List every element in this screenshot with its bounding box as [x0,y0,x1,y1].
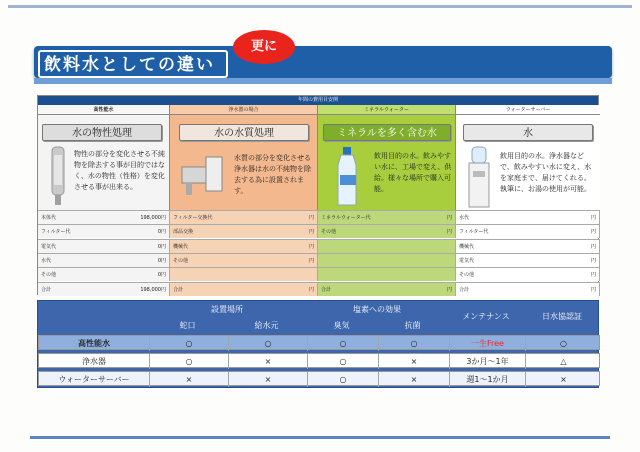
cost-item-value: 円 [590,243,596,250]
row-value: △ [525,354,601,369]
column-description: 飲用目的の水。飲みやすい水に、工場で変え、供給。様々な場所で購入可能。 [374,152,452,193]
cost-item-label: フィルター交換代 [173,215,213,221]
row-value: ○ [525,336,601,351]
cost-cell [456,210,600,224]
cost-cell [170,224,318,238]
cost-item-value: 円 [446,215,452,221]
cost-item-label: フィルター代 [459,229,489,236]
cost-item-label: 合計 [173,286,184,293]
cost-cell [170,253,318,267]
cost-cell [38,253,170,267]
cost-item-value: 0円 [157,272,166,279]
column-label: 水の物性処理 [42,124,162,141]
water-bottle-icon [330,145,366,209]
row-value: ○ [149,354,228,369]
cost-item-value: 円 [308,243,314,250]
row-value: × [378,372,449,387]
row-value: ○ [307,336,378,351]
column-header: 浄水器の場合 [170,105,317,115]
cost-cell [456,253,600,267]
comparison-row [38,371,600,386]
cost-item-label: 水代 [41,257,52,264]
cost-cell [318,282,456,296]
cost-item-value: 円 [308,229,314,236]
row-name: ウォーターサーバー [58,375,130,384]
header-underline [34,78,612,84]
cost-cell [38,210,170,224]
cost-cell [318,210,456,224]
cost-cell [170,282,318,296]
column-water-server [456,105,600,210]
row-value: × [378,354,449,369]
group-chlorine: 塩素への効果 [353,305,401,314]
row-value: × [228,354,307,369]
group-location: 設置場所 [211,305,243,314]
sub-antibacterial: 抗菌 [404,321,421,330]
row-name: 浄水器 [82,357,106,366]
sub-odor: 臭気 [333,321,350,330]
cost-cell [38,282,170,296]
cost-item-value: 円 [590,229,596,236]
cost-item-label: 本体代 [41,215,57,221]
cost-cell [318,224,456,238]
cost-item-label: 電気代 [41,243,57,250]
cost-item-label: 合計 [321,286,332,293]
cost-item-label: 水代 [459,215,470,221]
cost-item-label: フィルター代 [41,229,71,236]
cost-item-value: 0円 [157,243,166,250]
purifier-device-icon [44,145,74,207]
water-server-icon [464,145,494,209]
row-value: × [228,372,307,387]
cost-cell [456,224,600,238]
cost-item-value: 円 [590,215,596,221]
row-value: 週1～1か月 [449,372,525,387]
cost-item-label: その他 [321,229,337,236]
column-description: 水質の部分を変化させる浄水器は水の不純物を除去する為に設置されます。 [234,154,311,195]
column-water-filter [170,105,318,210]
cost-item-label: 電気代 [459,257,475,264]
page-title: 飲料水としての違い [44,55,215,75]
cost-item-label: 合計 [41,286,52,293]
column-high-performance [38,105,170,210]
cost-table-header: 年間の費用目安例 [38,96,598,105]
column-header: 高性能水 [38,105,169,115]
column-description: 飲用目的の水。浄水器などで、飲みやすい水に変え、水を家庭まで、届けてくれる。執筆に、お湯の使用が可能。 [500,152,592,193]
sub-faucet: 蛇口 [179,321,196,330]
row-value: ○ [149,336,228,351]
row-value: × [525,372,601,387]
badge: 更に [233,30,295,64]
row-value: ○ [307,372,378,387]
cost-item-value: 0円 [157,257,166,264]
cost-cell [456,282,600,296]
cost-item-label: その他 [41,272,57,279]
cost-cell [170,210,318,224]
cost-cell [456,239,600,253]
cost-cell [38,239,170,253]
column-label: 水 [463,124,593,141]
cost-item-value: 円 [590,257,596,264]
cost-item-label: その他 [173,257,189,264]
cost-cell [170,267,318,281]
row-value: ○ [307,354,378,369]
cost-item-value: 円 [590,272,596,279]
column-description: 物性の部分を変化させる不純物を除去する事が目的ではなく、水の物性（性格）を変化させる事が出来る。 [74,150,165,191]
column-label: 水の水質処理 [179,124,309,141]
cost-cell [38,267,170,281]
cost-item-value: 198,000円 [140,286,166,293]
cost-item-value: 円 [446,229,452,236]
cost-item-label: 機械代 [173,243,189,250]
cost-cell [318,253,456,267]
cost-item-value: 0円 [157,229,166,236]
comparison-row [38,353,600,368]
row-value: 3か月～1年 [449,354,525,369]
faucet-filter-icon [178,151,232,199]
cost-item-label: 機械代 [459,243,475,250]
column-label: ミネラルを多く含む水 [323,124,451,141]
row-value: ○ [378,336,449,351]
column-header: ウォーターサーバー [456,105,600,115]
cost-cell [170,239,318,253]
header-certification: 日水協認証 [542,312,582,321]
cost-item-label: ミネラルウォーター代 [321,215,371,221]
cost-cell [318,239,456,253]
header-maintenance: メンテナンス [462,312,510,321]
cost-item-label: 合計 [459,286,470,293]
column-mineral-water [318,105,456,210]
cost-item-value: 円 [308,257,314,264]
comparison-table [37,300,599,388]
column-header: ミネラルウォーター [318,105,455,115]
cost-item-value: 198,000円 [140,215,166,221]
cost-table [37,95,599,295]
cost-item-label: その他 [459,272,475,279]
cost-cell [38,224,170,238]
cost-cell [318,267,456,281]
row-value: × [149,372,228,387]
cost-item-label: 部品交換 [173,229,194,236]
cost-cell [456,267,600,281]
sub-source: 給水元 [254,321,279,330]
cost-item-value: 円 [446,286,452,293]
cost-item-value: 円 [590,286,596,293]
bottom-divider [30,436,610,439]
cost-item-value: 円 [308,215,314,221]
row-value: 一生Free [449,336,525,351]
row-value: ○ [228,336,307,351]
cost-item-value: 円 [308,286,314,293]
comparison-row [38,335,600,350]
top-divider [8,5,632,8]
row-name: 高性能水 [78,339,110,348]
